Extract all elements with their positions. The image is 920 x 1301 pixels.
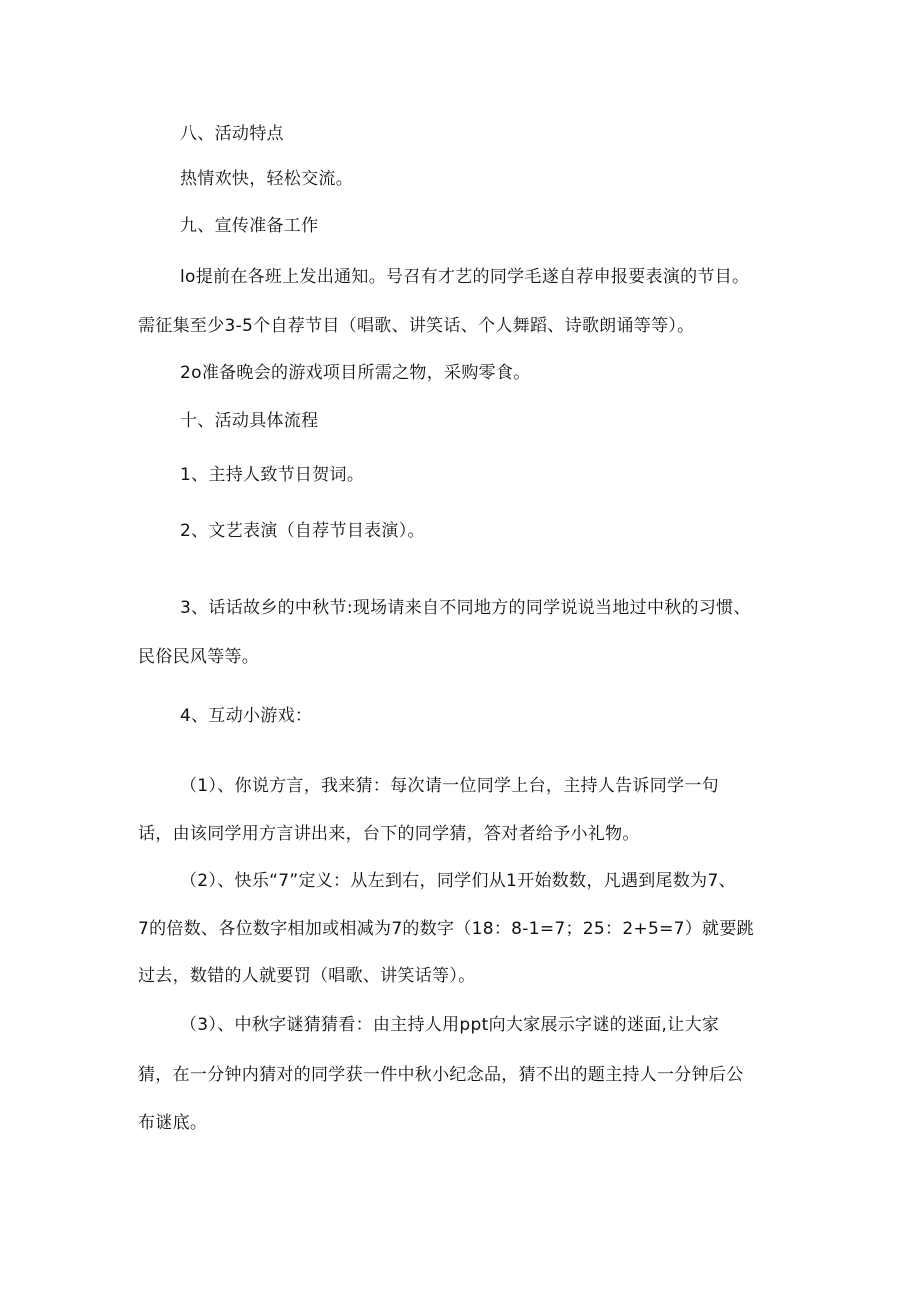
paragraph-line: 布谜底。 bbox=[138, 1113, 208, 1133]
list-item: 3、话话故乡的中秋节:现场请来自不同地方的同学说说当地过中秋的习惯、 bbox=[180, 598, 751, 618]
paragraph-line: 过去，数错的人就要罚（唱歌、讲笑话等）。 bbox=[138, 966, 476, 986]
list-item: 1、主持人致节日贺词。 bbox=[180, 465, 365, 485]
paragraph-line: 2o准备晚会的游戏项目所需之物，采购零食。 bbox=[180, 363, 531, 383]
list-item: （3）、中秋字谜猜猜看：由主持人用ppt向大家展示字谜的迷面,让大家 bbox=[180, 1015, 720, 1035]
paragraph-line: 热情欢快，轻松交流。 bbox=[180, 169, 353, 189]
heading-publicity-preparation: 九、宣传准备工作 bbox=[180, 216, 319, 236]
heading-activity-features: 八、活动特点 bbox=[180, 124, 284, 144]
list-item: （1）、你说方言，我来猜：每次请一位同学上台，主持人告诉同学一句 bbox=[180, 776, 719, 796]
paragraph-line: 7的倍数、各位数字相加或相减为7的数字（18：8-1=7；25：2+5=7）就要跳 bbox=[138, 919, 754, 939]
paragraph-line: lo提前在各班上发出通知。号召有才艺的同学毛遂自荐申报要表演的节目。 bbox=[180, 267, 750, 287]
paragraph-line: 民俗民风等等。 bbox=[138, 647, 260, 667]
paragraph-line: 猜，在一分钟内猜对的同学获一件中秋小纪念品，猜不出的题主持人一分钟后公 bbox=[138, 1065, 744, 1085]
list-item: （2）、快乐“7”定义：从左到右，同学们从1开始数数，凡遇到尾数为7、 bbox=[180, 871, 736, 891]
paragraph-line: 需征集至少3-5个自荐节目（唱歌、讲笑话、个人舞蹈、诗歌朗诵等等）。 bbox=[138, 316, 695, 336]
list-item: 2、文艺表演（自荐节目表演）。 bbox=[180, 521, 425, 541]
paragraph-line: 话，由该同学用方言讲出来，台下的同学猜，答对者给予小礼物。 bbox=[138, 824, 640, 844]
list-item: 4、互动小游戏： bbox=[180, 706, 313, 726]
heading-activity-process: 十、活动具体流程 bbox=[180, 411, 319, 431]
